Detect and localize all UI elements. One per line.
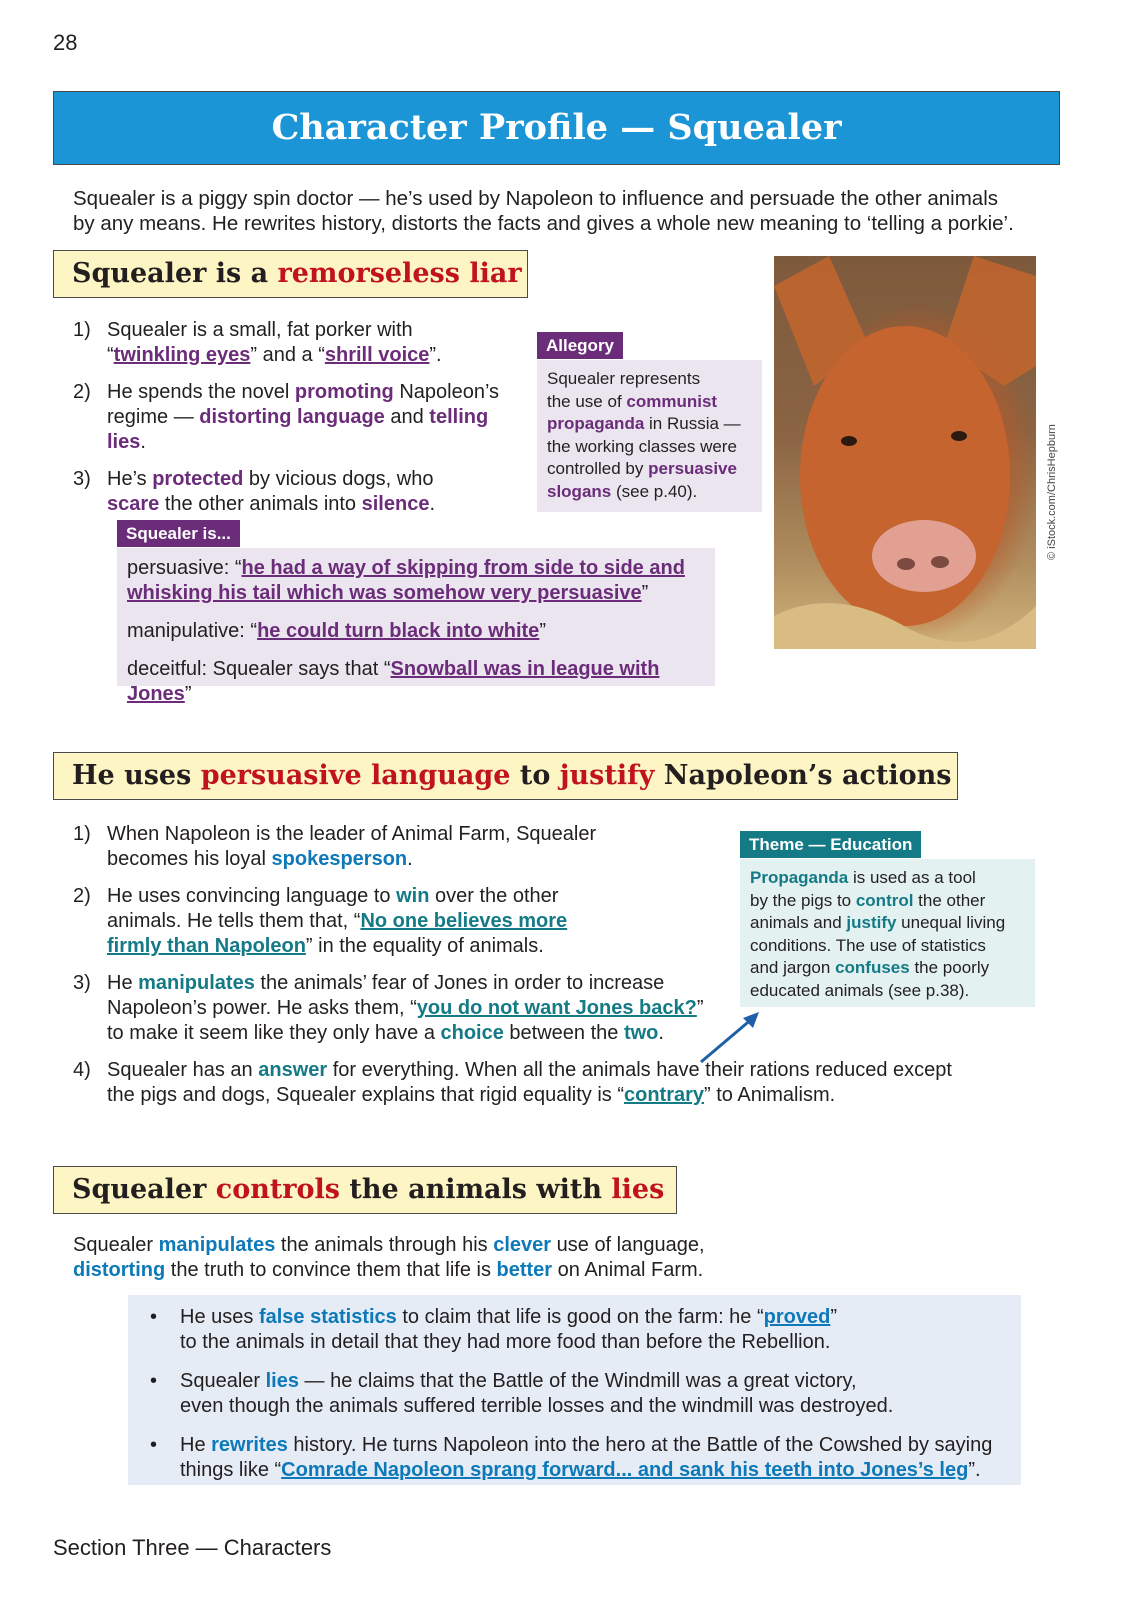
list-item: 1) Squealer is a small, fat porker with “twinkling eyes” and a “shrill voice”. — [73, 319, 442, 366]
bullet-item: • He rewrites history. He turns Napoleon into the hero at the Battle of the Cowshed by saying things like “Comrade Napoleon sprang forward... and sank his teeth into Jones’s leg”. — [140, 1433, 1001, 1483]
bullet-item: • He uses false statistics to claim that life is good on the farm: he “proved” to the animals in detail that they had more food than before the Rebellion. — [140, 1305, 1001, 1355]
quote-manipulative: manipulative: “he could turn black into white” — [127, 620, 546, 642]
lies-bullet-box — [128, 1295, 1021, 1485]
liar-points-list — [73, 318, 523, 529]
allegory-tag: Allegory — [537, 332, 623, 359]
intro-line: by any means. He rewrites history, distorts the facts and gives a whole new meaning to ‘telling a porkie’. — [73, 212, 1014, 235]
section-heading-persuasive-language: He uses persuasive language to justify Napoleon’s actions — [53, 752, 958, 800]
quote-persuasive: persuasive: “he had a way of skipping from side to side and whisking his tail which was somehow very persuasive” — [127, 557, 685, 604]
section-heading-controls-with-lies: Squealer controls the animals with lies — [53, 1166, 677, 1214]
list-item: 4) Squealer has an answer for everything. When all the animals have their rations reduced except the pigs and dogs, Squealer explains that rigid equality is “contrary” to Animalism. — [73, 1059, 952, 1106]
section3-intro: Squealer manipulates the animals through his clever use of language, distorting the truth to convince them that life is better on Animal Farm. — [73, 1234, 705, 1281]
section-heading-remorseless-liar: Squealer is a remorseless liar — [53, 250, 528, 298]
theme-tag: Theme — Education — [740, 831, 921, 858]
list-item: 3) He manipulates the animals’ fear of Jones in order to increase Napoleon’s power. He asks them, “you do not want Jones back?” to make it seem like they only have a choice between the two. — [73, 972, 704, 1044]
pig-illustration — [774, 256, 1036, 649]
allegory-box: Squealer represents the use of communist propaganda in Russia — the working classes were controlled by persuasive slogans (see p.40). — [537, 360, 762, 512]
page-number: 28 — [53, 30, 78, 55]
section-footer: Section Three — Characters — [53, 1535, 332, 1560]
squealer-is-box — [117, 548, 715, 705]
photo-credit: © iStock.com/ChrisHepburn — [1046, 424, 1058, 560]
list-item: 3) He’s protected by vicious dogs, who scare the other animals into silence. — [73, 468, 436, 515]
list-item: 2) He uses convincing language to win over the other animals. He tells them that, “No one believes more firmly than Napoleon” in the equality of animals. — [73, 885, 568, 957]
squealer-is-tag: Squealer is... — [117, 520, 240, 547]
list-item: 2) He spends the novel promoting Napoleon’s regime — distorting language and telling lies. — [73, 381, 500, 453]
list-item: 1) When Napoleon is the leader of Animal Farm, Squealer becomes his loyal spokesperson. — [73, 823, 597, 870]
bullet-item: • Squealer lies — he claims that the Battle of the Windmill was a great victory, even though the animals suffered terrible losses and the windmill was destroyed. — [140, 1369, 1001, 1419]
arrow-icon — [695, 1008, 765, 1068]
quote-deceitful: deceitful: Squealer says that “Snowball was in league with Jones” — [127, 658, 660, 705]
intro-line: Squealer is a piggy spin doctor — he’s used by Napoleon to influence and persuade the other animals — [73, 187, 998, 210]
page-title: Character Profile — Squealer — [53, 91, 1060, 165]
pig-photo — [774, 256, 1036, 649]
intro-text — [73, 186, 1033, 236]
theme-box: Propaganda is used as a tool by the pigs to control the other animals and justify unequal living conditions. The use of statistics and jargon confuses the poorly educated animals (see p.38). — [740, 859, 1035, 1007]
